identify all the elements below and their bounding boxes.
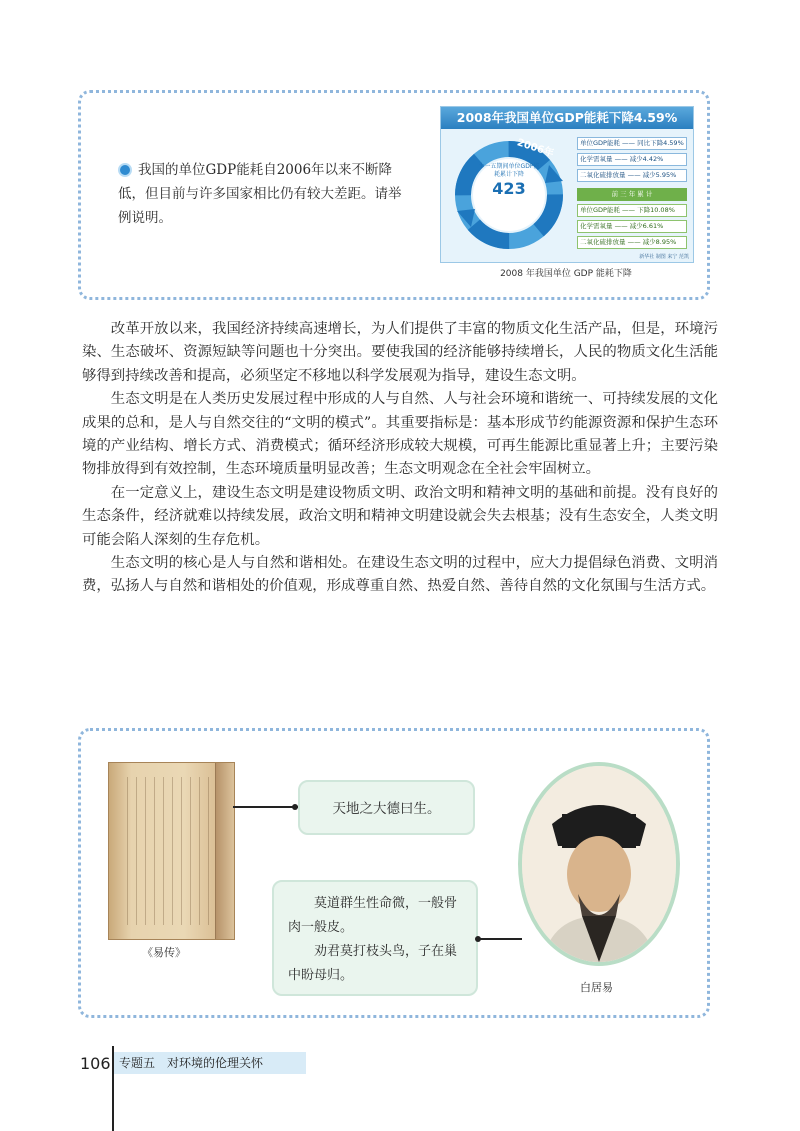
table-row: 二氧化硫排放量 —— 减少5.95% [577,169,687,182]
question-bullet-icon [118,163,132,177]
table-row: 单位GDP能耗 —— 下降10.08% [577,204,687,217]
table-row: 化学需氧量 —— 减少4.42% [577,153,687,166]
table-row: 单位GDP能耗 —— 同比下降4.59% [577,137,687,150]
infographic-caption: 2008 年我国单位 GDP 能耗下降 [500,269,632,279]
connector-line [478,938,522,940]
paragraph: 生态文明的核心是人与自然和谐相处。在建设生态文明的过程中，应大力提倡绿色消费、文明消费，弘扬人与自然和谐相处的价值观，形成尊重自然、热爱自然、善待自然的文化氛围与生活方式。 [82,555,718,595]
table-header: 前 三 年 累 计 [577,188,687,201]
ring-year-label: 2006年 [515,137,555,160]
infographic-title: 2008年我国单位GDP能耗下降4.59% [441,107,693,129]
infographic-credit: 新华社 制图 来宁 范凯 [639,254,689,260]
book-text-lines [127,777,224,925]
book-caption: 《易传》 [142,946,186,959]
paragraph: 在一定意义上，建设生态文明是建设物质文明、政治文明和精神文明的基础和前提。没有良好的生态条件，经济就难以持续发展，政治文明和精神文明建设就会失去根基；没有生态安全，人类文明可能会陷人深刻的生存危机。 [82,484,718,548]
quote-yizhuan: 天地之大德曰生。 [298,780,475,835]
section-title: 专题五 对环境的伦理关怀 [119,1056,264,1070]
book-spine [215,763,234,939]
section-header [114,1052,306,1074]
gdp-energy-infographic [440,106,694,263]
ancient-book-image [108,762,235,940]
table-row: 二氧化硫排放量 —— 减少8.95% [577,236,687,249]
connector-line [233,806,298,808]
discussion-question [118,158,408,230]
table-row: 化学需氧量 —— 减少6.61% [577,220,687,233]
paragraph: 改革开放以来，我国经济持续高速增长，为人们提供了丰富的物质文化生活产品，但是，环境污染、生态破坏、资源短缺等问题也十分突出。要使我国的经济能够持续增长，人民的物质文化生活能够得到持续改善和提高，必须坚定不移地以科学发展观为指导，建设生态文明。 [82,321,718,384]
infographic-table [577,137,687,252]
quote-line: 劝君莫打枝头鸟，子在巢中盼母归。 [288,944,458,983]
bai-juyi-portrait [518,762,680,966]
portrait-figure-icon [522,766,676,962]
infographic-center [477,163,541,198]
main-text [82,318,718,599]
center-text: 十一五期间单位GDP能耗累计下降 [478,163,540,178]
quote-bai-juyi [272,880,478,996]
quote-line: 莫道群生性命微，一般骨肉一般皮。 [288,896,458,935]
center-value: 423 [492,179,526,198]
portrait-caption: 白居易 [580,981,613,994]
question-text: 我国的单位GDP能耗自2006年以来不断降低，但目前与许多国家相比仍有较大差距。请举例说明。 [118,162,402,226]
paragraph: 生态文明是在人类历史发展过程中形成的人与自然、人与社会环境和谐统一、可持续发展的文化成果的总和，是人与自然交往的“文明的模式”。其重要指标是：基本形成节约能源资源和保护生态环境的产业结构、增长方式、消费模式；循环经济形成较大规模，可再生能源比重显著上升；主要污染物排放得到有效控制，生态环境质量明显改善；生态文明观念在全社会牢固树立。 [82,391,718,478]
connector-dot [475,936,481,942]
page-number: 106 [80,1054,111,1073]
